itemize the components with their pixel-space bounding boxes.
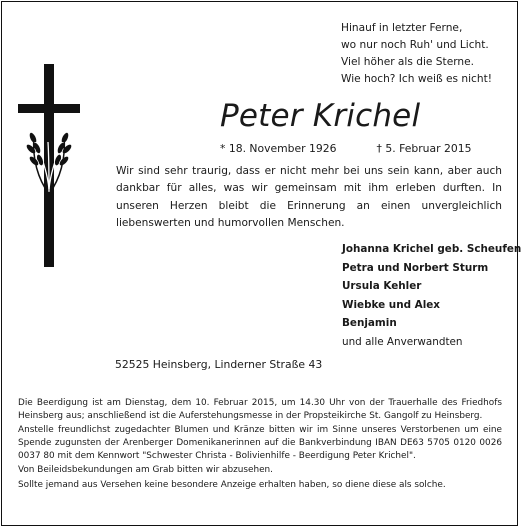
cross-with-wheat-icon bbox=[18, 64, 82, 274]
birth-date: * 18. November 1926 bbox=[220, 142, 337, 155]
mourner-name: Petra und Norbert Sturm bbox=[342, 261, 489, 274]
mourner-name: Ursula Kehler bbox=[342, 280, 422, 293]
mourner-name: Benjamin bbox=[342, 317, 397, 330]
death-date: † 5. Februar 2015 bbox=[376, 142, 472, 155]
mourners-closing: und alle Anverwandten bbox=[342, 335, 463, 348]
funeral-notices bbox=[18, 397, 502, 493]
poem-line: Wie hoch? Ich weiß es nicht! bbox=[341, 73, 492, 85]
poem-line: Viel höher als die Sterne. bbox=[341, 56, 474, 68]
funeral-notice: Die Beerdigung ist am Dienstag, dem 10. Februar 2015, um 14.30 Uhr von der Trauerhalle des Friedhofs Heinsberg aus; anschließend ist die Auferstehungsmesse in der Propsteikirche St. Gangolf zu Heinsberg. bbox=[18, 398, 502, 422]
announcement-notice: Sollte jemand aus Versehen keine besondere Anzeige erhalten haben, so diene diese als solche. bbox=[18, 479, 446, 490]
deceased-name: Peter Krichel bbox=[220, 98, 421, 134]
mourner-name: Johanna Krichel geb. Scheufen bbox=[342, 243, 521, 255]
mourner-name: Wiebke und Alex bbox=[342, 298, 441, 311]
mourners-list bbox=[342, 240, 521, 352]
donation-notice: Anstelle freundlichst zugedachter Blumen und Kränze bitten wir im Sinne unseres Verstorbenen um eine Spende zugunsten der Arenberger Domenikanerinnen auf die Bankverbindung IBAN DE63 5705 0120 0026 0037 80 mit dem Kennwort "Schwester Christa - Bolivienhilfe - Beerdigung Peter Krichel". bbox=[18, 425, 502, 462]
mourning-message: Wir sind sehr traurig, dass er nicht mehr bei uns sein kann, aber auch dankbar für alles, was wir gemeinsam mit ihm erleben durften. In unseren Herzen bleibt die Erinnerung an einen unvergleichlich liebenswerten und humorvollen Menschen. bbox=[116, 165, 502, 229]
family-address: 52525 Heinsberg, Linderner Straße 43 bbox=[115, 358, 323, 371]
condolence-notice: Von Beileidsbekundungen am Grab bitten wir abzusehen. bbox=[18, 465, 274, 476]
poem bbox=[341, 20, 492, 88]
poem-line: Hinauf in letzter Ferne, bbox=[341, 22, 463, 34]
life-dates bbox=[220, 142, 471, 155]
poem-line: wo nur noch Ruh' und Licht. bbox=[341, 39, 489, 51]
